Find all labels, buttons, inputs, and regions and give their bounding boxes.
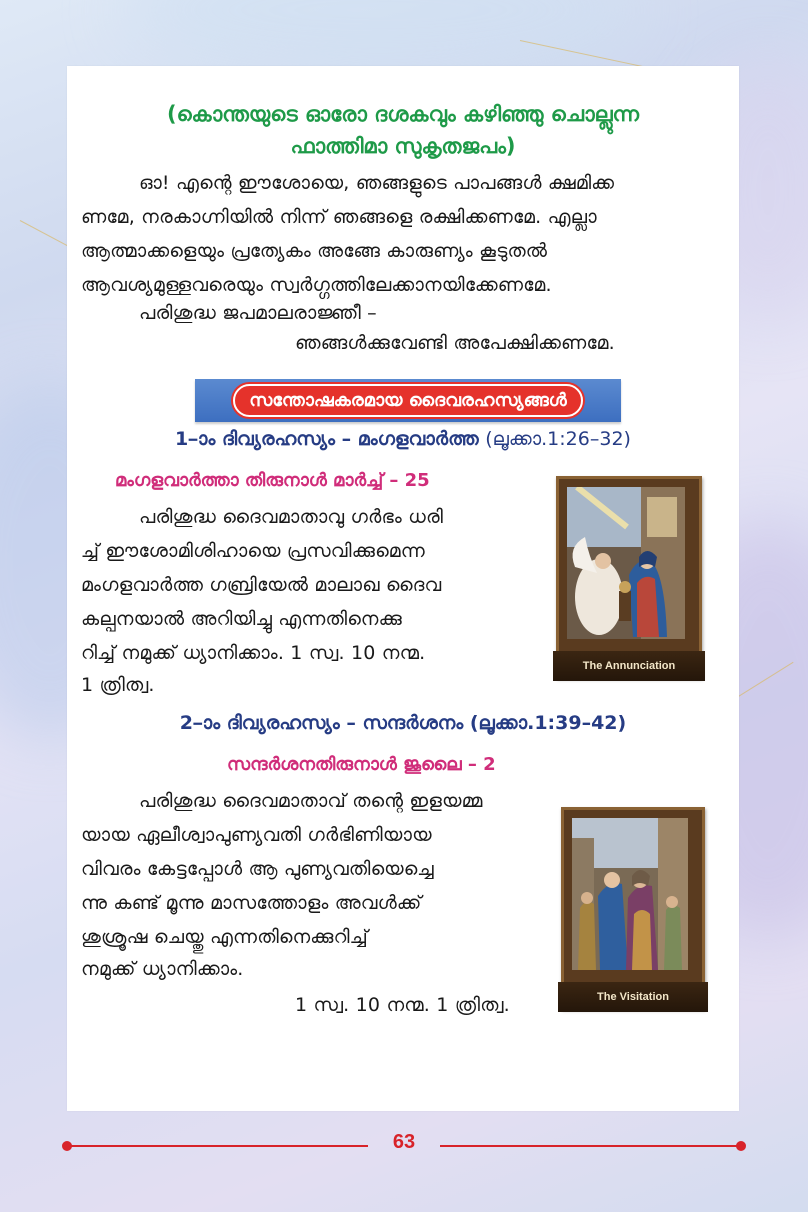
mystery-text-line: ച്ച് ഈശോമിശിഹായെ പ്രസവിക്കുമെന്ന: [81, 540, 425, 562]
page-number: 63: [392, 1131, 416, 1153]
annunciation-illustration: [567, 487, 685, 639]
section-badge: [195, 379, 621, 422]
footer-line-right: [440, 1145, 740, 1147]
section-badge-label: സന്തോഷകരമായ ദൈവരഹസ്യങ്ങൾ: [233, 384, 583, 417]
prayer-heading-line1: (കൊന്തയുടെ ഓരോ ദശകവും കഴിഞ്ഞു ചൊല്ലുന്ന: [166, 102, 640, 126]
scripture-reference: (ലൂക്കാ.1:39–42): [469, 712, 627, 734]
mystery-title: [77, 712, 729, 734]
mystery-text-line: ന്നു കണ്ട് മൂന്നു മാസത്തോളം അവൾക്ക്: [81, 892, 422, 914]
feast-line: സന്ദർശനതിരുനാൾ ജൂലൈ – 2: [227, 754, 496, 775]
scripture-reference: (ലൂക്കാ.1:26–32): [485, 428, 631, 450]
visitation-caption: The Visitation: [558, 982, 708, 1012]
mystery-text-line: നമുക്ക് ധ്യാനിക്കാം.: [81, 958, 244, 980]
mystery-text-line: 1 ത്രിത്വ.: [81, 674, 155, 696]
prayer-invocation: പരിശുദ്ധ ജപമാലരാജ്ഞീ –: [139, 302, 377, 324]
mystery-text-line: കല്പനയാൽ അറിയിച്ചു എന്നതിനെക്കു: [81, 608, 402, 630]
mystery-title: [77, 428, 729, 450]
footer-dot-right: [736, 1141, 746, 1151]
visitation-artwork: [572, 818, 694, 976]
mystery-text-line: ശുശ്രൂഷ ചെയ്തു എന്നതിനെക്കുറിച്ച്: [81, 926, 368, 948]
visitation-illustration: [572, 818, 688, 970]
book-page: [67, 66, 739, 1111]
feast-line: മംഗളവാർത്താ തിരുനാൾ മാർച്ച് – 25: [115, 470, 430, 491]
mystery-text-line: വിവരം കേട്ടപ്പോൾ ആ പുണ്യവതിയെച്ചെ: [81, 858, 434, 880]
annunciation-caption: The Annunciation: [553, 651, 705, 681]
prayer-line: ആത്മാക്കളെയും പ്രത്യേകം അങ്ങേ കാരുണ്യം കൂടുതൽ: [81, 240, 548, 262]
annunciation-picture: [556, 476, 702, 678]
prayer-line: ണമേ, നരകാഗ്നിയിൽ നിന്ന് ഞങ്ങളെ രക്ഷിക്കണമേ. എല്ലാ: [81, 206, 597, 228]
mystery-text-line: യായ ഏലീശ്വാപുണ്യവതി ഗർഭിണിയായ: [81, 824, 432, 846]
prayer-response: ഞങ്ങൾക്കുവേണ്ടി അപേക്ഷിക്കണമേ.: [295, 332, 615, 354]
mystery-text-line: പരിശുദ്ധ ദൈവമാതാവ് തന്റെ ഇളയമ്മ: [139, 790, 483, 812]
mystery-title-text: 1–ാം ദിവ്യരഹസ്യം – മംഗളവാർത്ത: [175, 428, 479, 450]
prayer-line: ആവശ്യമുള്ളവരെയും സ്വർഗ്ഗത്തിലേക്കാനയിക്കേണമേ.: [81, 274, 552, 296]
footer-line-left: [68, 1145, 368, 1147]
mystery-closing: 1 സ്വ. 10 നന്മ. 1 ത്രിത്വ.: [295, 994, 510, 1016]
prayer-heading-line2: ഫാത്തിമാ സുകൃതജപം): [290, 134, 516, 158]
visitation-picture: [561, 807, 705, 1009]
prayer-line: ഓ! എന്റെ ഈശോയെ, ഞങ്ങളുടെ പാപങ്ങൾ ക്ഷമിക്ക: [139, 172, 615, 194]
mystery-text-line: റിച്ച് നമുക്ക് ധ്യാനിക്കാം. 1 സ്വ. 10 നന്മ.: [81, 642, 426, 664]
mystery-text-line: പരിശുദ്ധ ദൈവമാതാവു ഗർഭം ധരി: [139, 506, 444, 528]
mystery-title-text: 2–ാം ദിവ്യരഹസ്യം – സന്ദർശനം: [179, 712, 464, 734]
mystery-text-line: മംഗളവാർത്ത ഗബ്രിയേൽ മാലാഖ ദൈവ: [81, 574, 442, 596]
annunciation-artwork: [567, 487, 691, 645]
